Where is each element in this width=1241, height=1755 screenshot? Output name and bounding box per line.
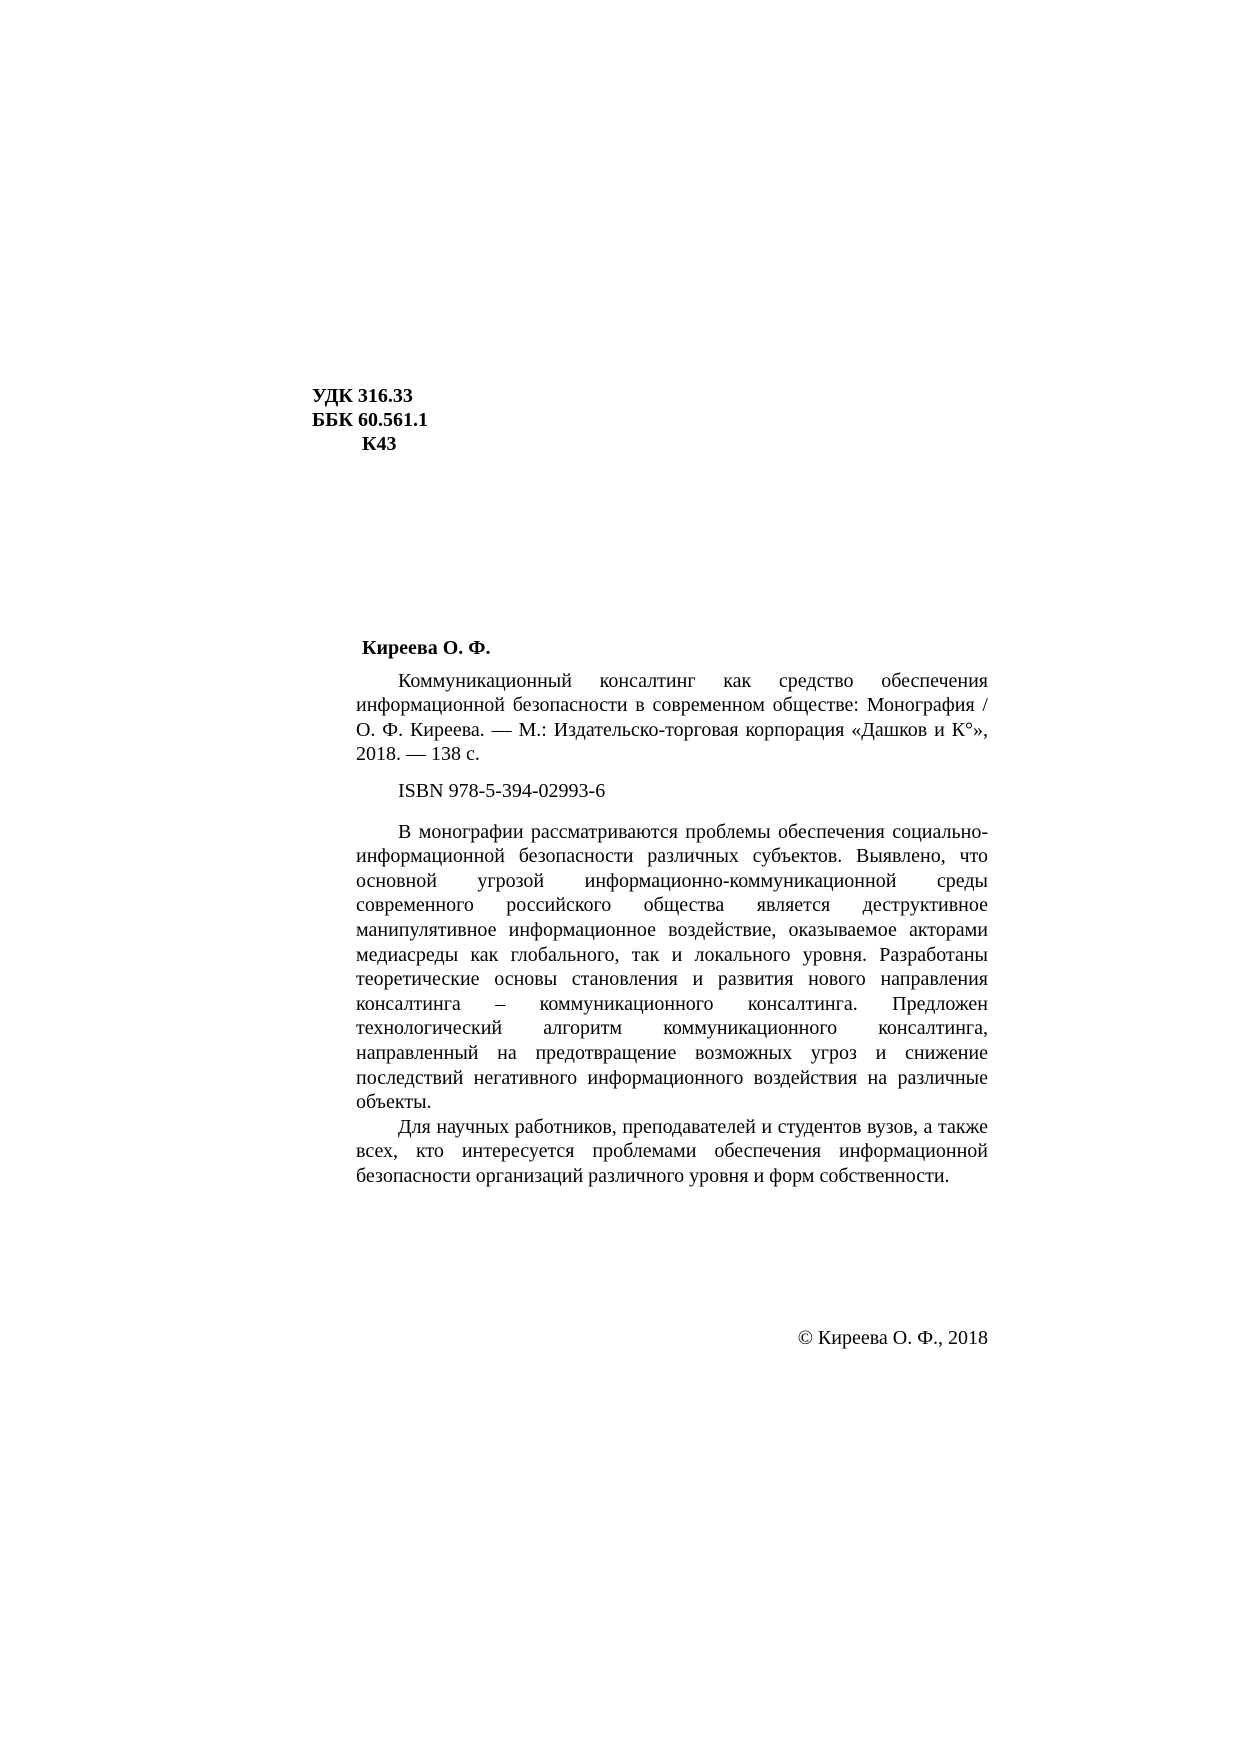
copyright-notice: © Киреева О. Ф., 2018 — [797, 1327, 988, 1349]
classification-codes — [312, 384, 428, 456]
audience-paragraph: Для научных работников, преподавателей и студентов вузов, а также всех, кто интересуется проблемами обеспечения информационной безопасности организаций различного уровня и форм собственности. — [356, 1115, 988, 1187]
bibliographic-record — [356, 636, 988, 1188]
bbk-code: ББК 60.561.1 — [312, 409, 428, 431]
author-mark: К43 — [362, 433, 397, 455]
author-name: Киреева О. Ф. — [362, 637, 491, 659]
bibliographic-description: Коммуникационный консалтинг как средство обеспечения информационной безопасности в современном обществе: Монография / О. Ф. Киреева. — М.: Издательско-торговая корпорация «Дашков и К°», 2018. — 138 с. — [356, 669, 988, 766]
isbn: ISBN 978-5-394-02993-6 — [398, 779, 606, 802]
udk-code: УДК 316.33 — [312, 385, 413, 407]
abstract-paragraph: В монографии рассматриваются проблемы обеспечения социально-информационной безопасности различных субъектов. Выявлено, что основной угрозой информационно-коммуникационной среды современного российского общества является деструктивное манипулятивное информационное воздействие, оказываемое акторами медиасреды как глобального, так и локального уровня. Разработаны теоретические основы становления и развития нового направления консалтинга – коммуникационного консалтинга. Предложен технологический алгоритм коммуникационного консалтинга, направленный на предотвращение возможных угроз и снижение последствий негативного информационного воздействия на различные объекты. — [356, 820, 988, 1114]
